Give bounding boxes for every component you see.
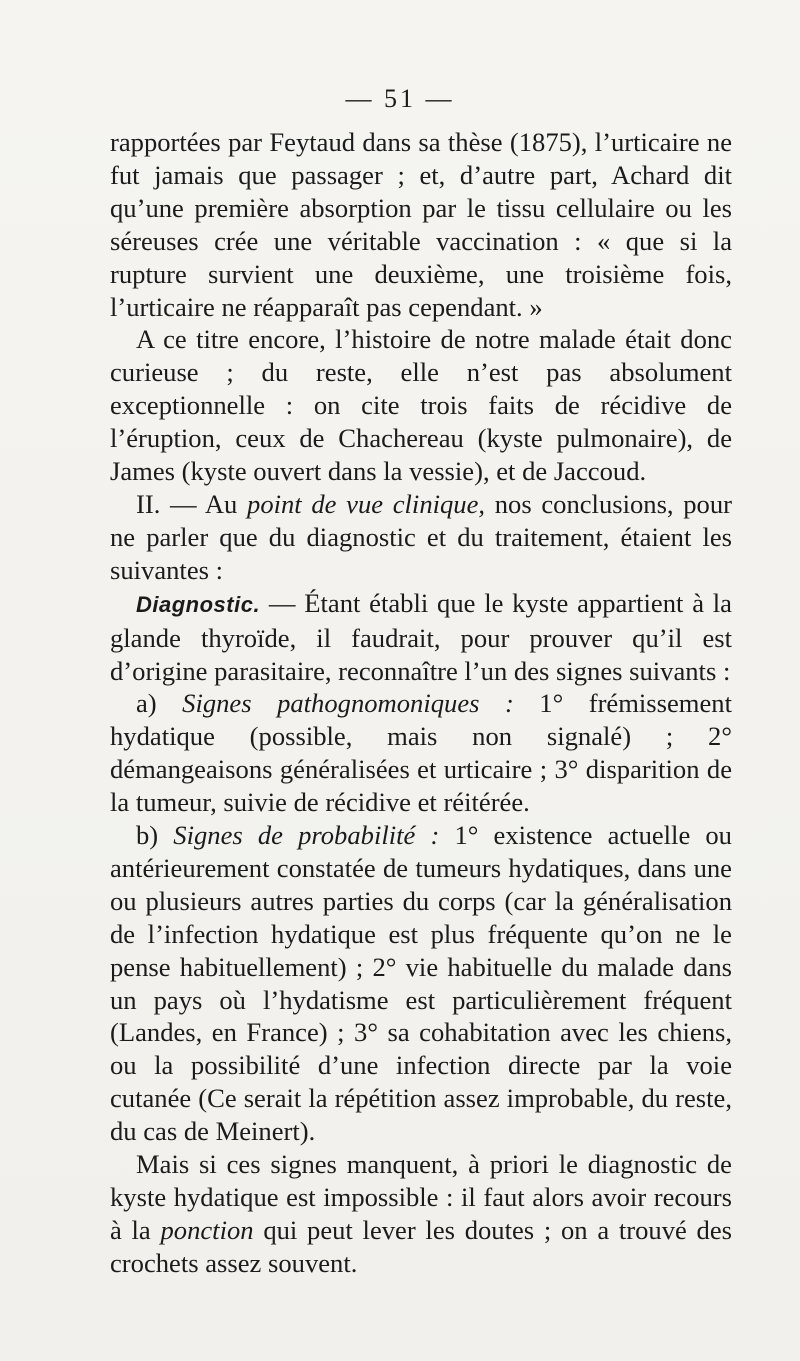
run-in-heading: Diagnostic.: [136, 591, 261, 617]
section-number: II. — Au: [136, 488, 238, 519]
emphasis-text: Signes pathognomoniques :: [182, 688, 514, 719]
emphasis-text: Signes de probabilité :: [173, 820, 440, 851]
emphasis-text: point de vue clinique,: [247, 488, 486, 519]
paragraph-continuation: [110, 126, 732, 323]
list-marker: b): [136, 820, 159, 851]
paragraph-text: 1° existence actuelle ou antérieurement constatée de tumeurs hydatiques, dans une ou plusieurs autres parties du corps (car la généralisation de l’infection hydatique est plus fréquente qu’on ne le pense habituellement) ; 2° vie habituelle du malade dans un pays où l’hydatisme est particulièrement fréquent (Landes, en France) ; 3° sa cohabitation avec les chiens, ou la possibilité d’une infection directe par la voie cutanée (Ce serait la répétition assez improbable, du reste, du cas de Meinert).: [110, 820, 732, 1147]
paragraph-signs-a: [110, 687, 732, 819]
paragraph-text: rapportées par Feytaud dans sa thèse (1875), l’urticaire ne fut jamais que passager ; et, d’autre part, Achard dit qu’une première absorption par le tissu cellulaire ou les séreuses crée une véritable vaccination : « que si la rupture survient une deuxième, une troisième fois, l’urticaire ne réapparaît pas cependant. »: [110, 127, 732, 322]
paragraph-conclusion: [110, 1148, 732, 1280]
paragraph-diagnostic: [110, 587, 732, 688]
paragraph-history: [110, 323, 732, 488]
page-number: — 51 —: [345, 84, 455, 113]
paragraph-text: nos conclusions, pour ne parler que du diagnostic et du traitement, étaient les suivantes :: [110, 488, 732, 585]
paragraph-text: A ce titre encore, l’histoire de notre malade était donc curieuse ; du reste, elle n’est pas absolument exceptionnelle : on cite trois faits de récidive de l’éruption, ceux de Chachereau (kyste pulmonaire), de James (kyste ouvert dans la vessie), et de Jaccoud.: [110, 324, 732, 487]
paragraph-clinical: [110, 488, 732, 587]
paragraph-text: Mais si ces signes manquent, à priori le diagnostic de kyste hydatique est impossible : il faut alors avoir recours à la: [110, 1149, 732, 1245]
emphasis-text: ponction: [160, 1214, 254, 1245]
body-text: [110, 126, 732, 1280]
paragraph-signs-b: [110, 819, 732, 1148]
paragraph-text: qui peut lever les doutes ; on a trouvé des crochets assez souvent.: [110, 1214, 732, 1278]
paragraph-text: 1° frémissement hydatique (possible, mais non signalé) ; 2° démangeaisons généralisées et urticaire ; 3° disparition de la tumeur, suivie de récidive et réitérée.: [110, 688, 732, 818]
paragraph-text: — Étant établi que le kyste appartient à la glande thyroïde, il faudrait, pour prouver qu’il est d’origine parasitaire, reconnaître l’un des signes suivants :: [110, 587, 732, 686]
list-marker: a): [136, 688, 157, 719]
